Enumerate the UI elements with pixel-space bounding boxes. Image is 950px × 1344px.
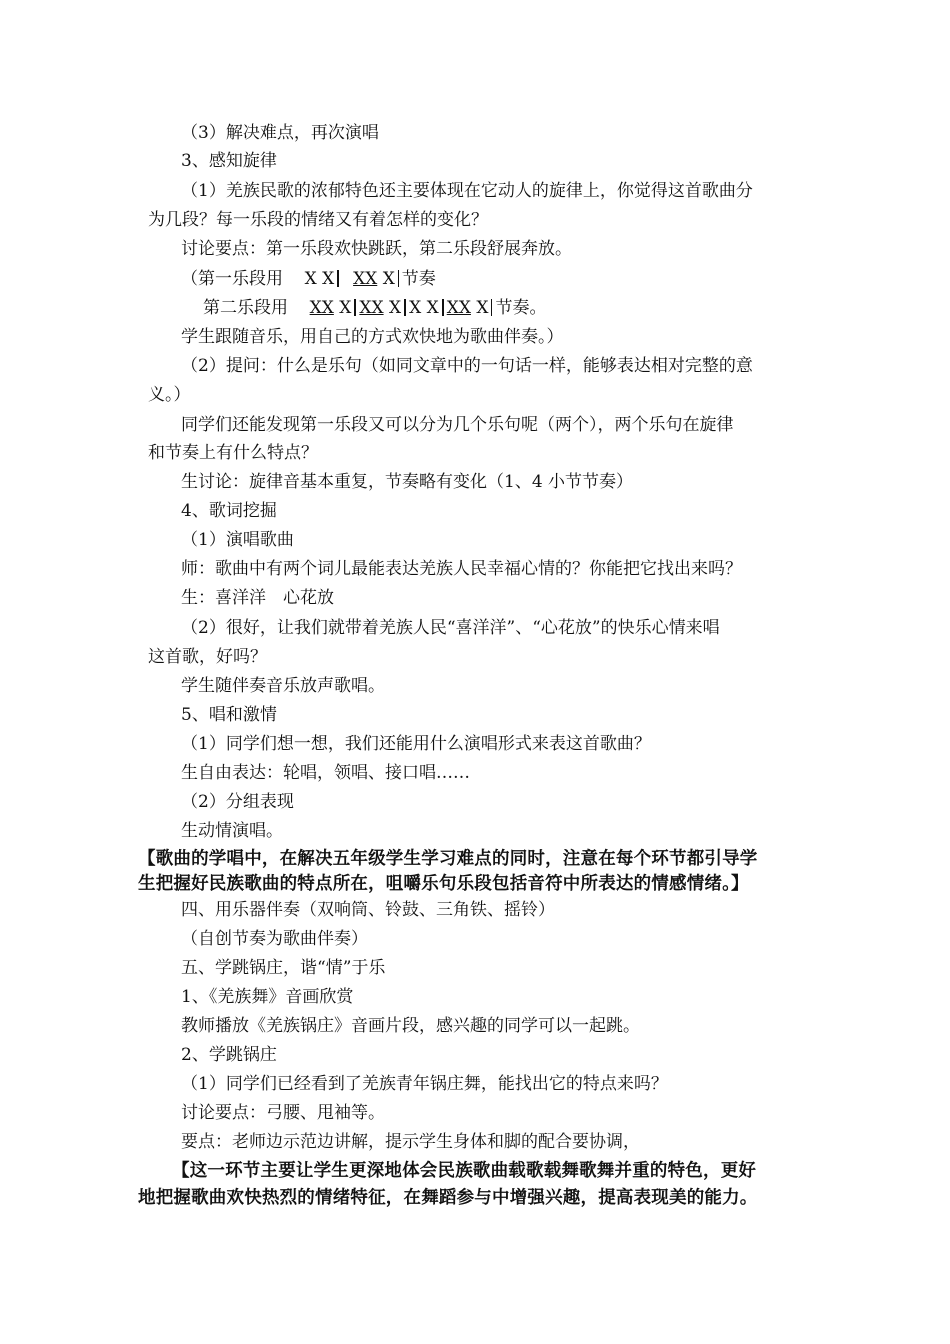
text-line: （2）分组表现 — [181, 792, 294, 812]
barline — [337, 270, 339, 287]
rhythm-note-eighths: XX — [309, 298, 334, 318]
text-line: 要点：老师边示范边讲解，提示学生身体和脚的配合要协调， — [181, 1132, 640, 1152]
text-line: （3）解决难点，再次演唱 — [181, 123, 379, 143]
text-line: （自创节奏为歌曲伴奏） — [181, 929, 368, 949]
barline — [398, 270, 399, 287]
text-line: 教师播放《羌族锅庄》音画片段，感兴趣的同学可以一起跳。 — [181, 1016, 640, 1036]
text-line: （2）很好，让我们就带着羌族人民“喜洋洋”、“心花放”的快乐心情来唱 — [181, 618, 720, 638]
section-heading: 四、用乐器伴奏（双响筒、铃鼓、三角铁、摇铃） — [181, 900, 555, 920]
text-line: 生动情演唱。 — [181, 821, 283, 841]
rhythm-note: X — [426, 298, 439, 318]
rhythm-note: X — [476, 298, 489, 318]
text-line: 学生随伴奏音乐放声歌唱。 — [181, 676, 385, 696]
rhythm-note: X — [322, 269, 335, 289]
barline — [491, 299, 492, 316]
rhythm-note: X — [304, 269, 317, 289]
text-line: 讨论要点：弓腰、甩袖等。 — [181, 1103, 385, 1123]
text-line: 同学们还能发现第一乐段又可以分为几个乐句呢（两个），两个乐句在旋律 — [181, 415, 734, 435]
text-line: 2、学跳锅庄 — [181, 1045, 277, 1065]
rhythm-note: X — [388, 298, 402, 318]
text-line: 这首歌，好吗？ — [148, 647, 267, 667]
rhythm-note: X — [409, 298, 422, 318]
bold-comment-line: 生把握好民族歌曲的特点所在，咀嚼乐句乐段包括音符中所表达的情感情绪。】 — [138, 874, 749, 894]
rhythm-note: X — [382, 269, 395, 289]
section-heading: 五、学跳锅庄，谐“情”于乐 — [181, 958, 386, 978]
bold-comment-line: 【这一环节主要让学生更深地体会民族歌曲载歌载舞歌舞并重的特色，更好 — [172, 1161, 757, 1181]
barline — [442, 299, 444, 316]
text-line: 和节奏上有什么特点？ — [148, 443, 318, 463]
text-line: （1）演唱歌曲 — [181, 530, 294, 550]
text-line: 生自由表达：轮唱，领唱、接口唱…… — [181, 763, 470, 783]
text-line: 为几段？每一乐段的情绪又有着怎样的变化？ — [148, 210, 488, 230]
rhythm-suffix: 节奏。 — [495, 298, 547, 318]
barline — [354, 299, 356, 316]
text-line: （1）同学们已经看到了羌族青年锅庄舞，能找出它的特点来吗？ — [181, 1074, 668, 1094]
text-line: 义。） — [148, 385, 191, 405]
text-line: （1）羌族民歌的浓郁特色还主要体现在它动人的旋律上，你觉得这首歌曲分 — [181, 181, 753, 201]
bold-comment-line: 地把握歌曲欢快热烈的情绪特征，在舞蹈参与中增强兴趣，提高表现美的能力。 — [138, 1188, 758, 1208]
rhythm-note-eighths: XX — [359, 298, 384, 318]
rhythm-prefix: 第二乐段用 — [203, 298, 288, 318]
text-line: 学生跟随音乐，用自己的方式欢快地为歌曲伴奏。） — [181, 327, 564, 347]
rhythm-note-eighths: XX — [353, 269, 378, 289]
text-line: 生：喜洋洋 心花放 — [181, 588, 334, 608]
rhythm-prefix: （第一乐段用 — [181, 269, 283, 289]
text-line: 师：歌曲中有两个词儿最能表达羌族人民幸福心情的？你能把它找出来吗？ — [181, 559, 742, 579]
rhythm-note-eighths: XX — [446, 298, 471, 318]
rhythm-suffix: 节奏 — [401, 269, 436, 289]
rhythm-line-first — [181, 268, 436, 290]
section-heading: 3、感知旋律 — [181, 151, 277, 171]
rhythm-line-second — [203, 297, 546, 319]
section-heading: 5、唱和激情 — [181, 705, 277, 725]
text-line: （2）提问：什么是乐句（如同文章中的一句话一样，能够表达相对完整的意 — [181, 356, 753, 376]
bold-comment-line: 【歌曲的学唱中，在解决五年级学生学习难点的同时，注意在每个环节都引导学 — [138, 849, 758, 869]
barline — [404, 299, 406, 316]
section-heading: 4、歌词挖掘 — [181, 501, 277, 521]
rhythm-note: X — [339, 298, 352, 318]
text-line: 1、《羌族舞》音画欣赏 — [181, 987, 354, 1007]
text-line: 讨论要点：第一乐段欢快跳跃，第二乐段舒展奔放。 — [181, 239, 572, 259]
text-line: （1）同学们想一想，我们还能用什么演唱形式来表这首歌曲？ — [181, 734, 651, 754]
text-line: 生讨论：旋律音基本重复，节奏略有变化（1、4 小节节奏） — [181, 472, 634, 492]
